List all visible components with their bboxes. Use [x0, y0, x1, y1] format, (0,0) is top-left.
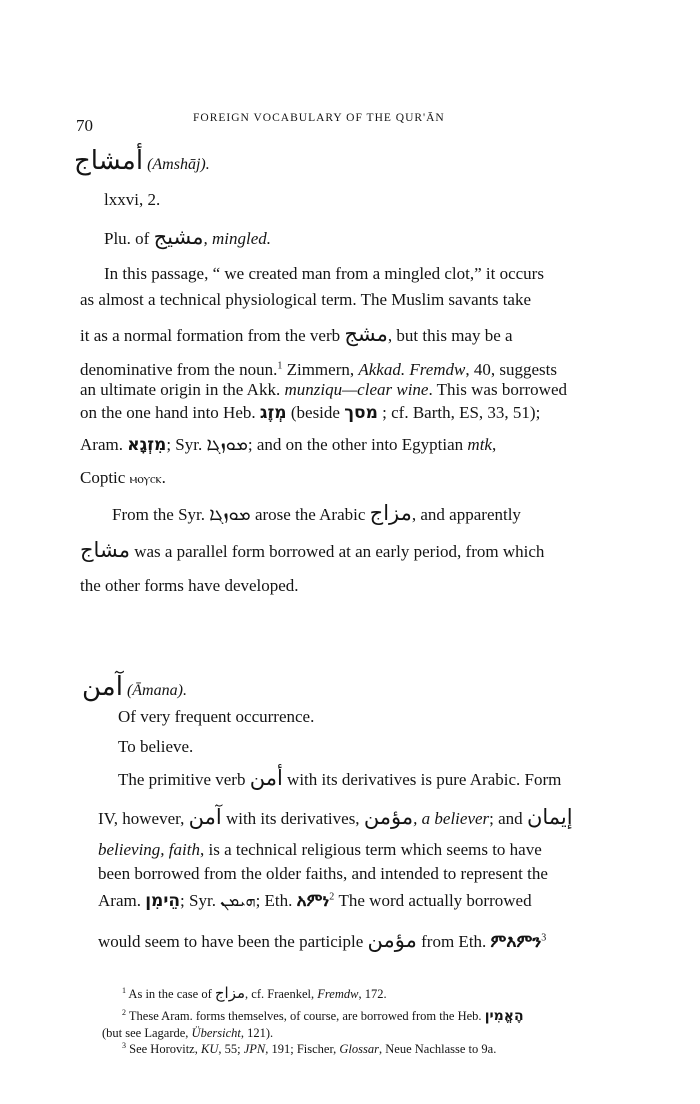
- e2-line5-eth: አምነ: [296, 891, 330, 911]
- footnote-2-text: These Aram. forms themselves, of course, are borrowed from the Heb.: [126, 1009, 482, 1023]
- e1-line2: as almost a technical physiological term. The Muslim savants take: [80, 290, 532, 309]
- e2-line3-italic: believing, faith: [98, 840, 200, 859]
- e1-line5: [80, 380, 567, 400]
- footnote-3-ref1: KU: [200, 1042, 219, 1056]
- footnote-2-continued: [102, 1026, 273, 1041]
- e1-line8: [80, 468, 166, 490]
- running-title: FOREIGN VOCABULARY OF THE QUR'ĀN: [193, 112, 445, 124]
- e1-line6-heb2: מסך: [344, 403, 378, 423]
- entry2-headword: [82, 672, 187, 702]
- footnote-3-ref2: JPN: [243, 1042, 266, 1056]
- e1-line7-eg: mtk: [467, 435, 492, 454]
- entry1-headword-arabic: أمشاج: [74, 146, 144, 176]
- e1-line6-mid: (beside: [290, 403, 340, 422]
- e1-line7: [80, 435, 496, 455]
- e1-line10-arabic: مشاج: [80, 538, 130, 562]
- entry2-headword-translit: (Āmana).: [126, 682, 187, 699]
- footnote-3-pre: See Horovitz,: [126, 1042, 201, 1056]
- footnote-3-ref3: Glossar: [339, 1042, 379, 1056]
- entry2-def2: To believe.: [118, 737, 194, 756]
- footnote-1-number: 1: [122, 985, 126, 995]
- e1-line7-mid: ; Syr.: [166, 435, 203, 454]
- e1-line3: [80, 324, 513, 346]
- e1-line7-syr: ܡܘܙܓܐ: [206, 434, 248, 455]
- e2-line5: [98, 891, 532, 911]
- e1-line7-aram: מִזְגָא: [127, 435, 167, 455]
- e2-line3-post: , is a technical religious term which seems to have: [199, 840, 542, 859]
- footnote-1-pre: As in the case of: [126, 987, 212, 1001]
- e2-line2-mid: with its derivatives,: [225, 809, 360, 828]
- e1-line4-end: , 40, suggests: [465, 360, 557, 379]
- e2-line2-arabic1: آمن: [188, 805, 222, 829]
- e1-line10-post: was a parallel form borrowed at an early period, from which: [134, 542, 545, 561]
- e1-line5-post: . This was borrowed: [428, 380, 567, 399]
- plural-arabic: مشيج: [153, 225, 204, 249]
- e2-line5-post: The word actually borrowed: [334, 891, 532, 910]
- e2-line5-syr: ܗܝܡܢ: [220, 891, 256, 910]
- footnote-1-end: , 172.: [358, 987, 387, 1001]
- footnote-3-end: , Neue Nachlasse to 9a.: [379, 1042, 497, 1056]
- footnote-ref-2: 2: [329, 891, 335, 903]
- e1-line9-pre: From the Syr.: [112, 505, 206, 524]
- e1-line1: In this passage, “ we created man from a mingled clot,” it occurs: [104, 264, 544, 283]
- footnote-3-mid2: , 191; Fischer,: [265, 1042, 340, 1056]
- footnote-1: [122, 986, 387, 1002]
- footnote-2b-end: , 121).: [240, 1026, 274, 1040]
- entry1-plural-line: [104, 227, 271, 249]
- e1-line9-mid: arose the Arabic: [254, 505, 366, 524]
- e2-line1-pre: The primitive verb: [118, 770, 246, 789]
- entry2-headword-arabic: آمن: [82, 672, 123, 702]
- entry1-headword-translit: (Amshāj).: [147, 156, 210, 173]
- e2-line5-pre: Aram.: [98, 891, 141, 910]
- plural-pre: Plu. of: [104, 229, 150, 248]
- e2-line6-arabic: مؤمن: [367, 928, 417, 952]
- e2-line2-pre: IV, however,: [98, 809, 185, 828]
- footnote-1-arabic: مزاج: [214, 984, 246, 1002]
- e1-line11: the other forms have developed.: [80, 576, 299, 595]
- e2-line6-pre: would seem to have been the participle: [98, 932, 364, 951]
- e2-line6: [98, 930, 546, 952]
- footnote-2-number: 2: [122, 1007, 126, 1017]
- e2-line5-heb: הֵימִן: [145, 891, 181, 911]
- e2-line2-arabic3: إيمان: [526, 805, 573, 829]
- e1-line9-syr: ܡܘܙܓܐ: [209, 504, 251, 525]
- e1-line10: [80, 540, 544, 562]
- footnote-1-ref: Fremdw: [317, 987, 359, 1001]
- plural-gloss: , mingled.: [203, 229, 271, 248]
- e1-line5-word: munziqu—clear wine: [284, 380, 429, 399]
- footnote-3: [122, 1042, 496, 1057]
- footnote-1-post: , cf. Fraenkel,: [245, 987, 318, 1001]
- footnote-2b-pre: (but see Lagarde,: [102, 1026, 192, 1040]
- e1-line7-post: ; and on the other into Egyptian: [247, 435, 464, 454]
- e2-line5-mid2: ; Eth.: [255, 891, 293, 910]
- e1-line4-post: Zimmern,: [282, 360, 359, 379]
- e1-line8-end: .: [161, 468, 166, 487]
- e2-line1: [118, 768, 561, 790]
- e1-line4-pre: denominative from the noun.: [80, 360, 278, 379]
- e1-line3-post: , but this may be a: [387, 326, 513, 345]
- footnote-2-heb: הֶאֱמִין: [484, 1008, 524, 1024]
- e2-line2: [98, 807, 573, 829]
- page-number: 70: [76, 116, 93, 135]
- footnote-3-number: 3: [122, 1040, 126, 1050]
- e1-line4: [80, 360, 557, 380]
- e2-line4: been borrowed from the older faiths, and intended to represent the: [98, 864, 548, 883]
- footnote-ref-1: 1: [277, 360, 283, 372]
- e1-line4-ref: Akkad. Fremdw: [358, 360, 466, 379]
- e1-line9: [112, 503, 521, 525]
- e2-line1-post: with its derivatives is pure Arabic. Form: [287, 770, 562, 789]
- e2-line2-arabic2: مؤمن: [363, 805, 414, 829]
- e2-line3: [98, 840, 542, 860]
- e1-line6: [80, 403, 540, 423]
- e1-line9-post: , and apparently: [411, 505, 521, 524]
- e1-line5-pre: an ultimate origin in the Akk.: [80, 380, 285, 399]
- footnote-3-mid1: , 55;: [218, 1042, 244, 1056]
- e2-line1-arabic: أمن: [249, 766, 283, 790]
- footnote-2b-ref: Übersicht: [191, 1026, 241, 1040]
- e1-line6-heb1: מְזֶג: [259, 403, 287, 423]
- footnote-ref-3: 3: [541, 932, 547, 944]
- footnote-2: [122, 1009, 524, 1024]
- e2-line6-eth: ምእምን: [490, 932, 542, 952]
- e1-line8-copt: ⲙⲟⲩⲥⲕ: [129, 472, 162, 487]
- e1-line3-arabic: مشج: [344, 322, 388, 346]
- e1-line7-pre: Aram.: [80, 435, 123, 454]
- e1-line6-pre: on the one hand into Heb.: [80, 403, 256, 422]
- entry1-reference: lxxvi, 2.: [104, 190, 161, 209]
- e1-line3-pre: it as a normal formation from the verb: [80, 326, 341, 345]
- e1-line9-arabic: مزاج: [369, 501, 412, 525]
- e2-line2-and: ; and: [489, 809, 523, 828]
- e1-line7-end: ,: [491, 435, 497, 454]
- entry1-headword: [74, 146, 210, 176]
- e2-line2-believer: , a believer: [413, 809, 490, 828]
- e2-line5-mid: ; Syr.: [180, 891, 216, 910]
- entry2-def1: Of very frequent occurrence.: [118, 707, 315, 726]
- e1-line6-post: ; cf. Barth, ES, 33, 51);: [382, 403, 541, 422]
- e2-line6-mid: from Eth.: [421, 932, 487, 951]
- e1-line8-pre: Coptic: [80, 468, 126, 487]
